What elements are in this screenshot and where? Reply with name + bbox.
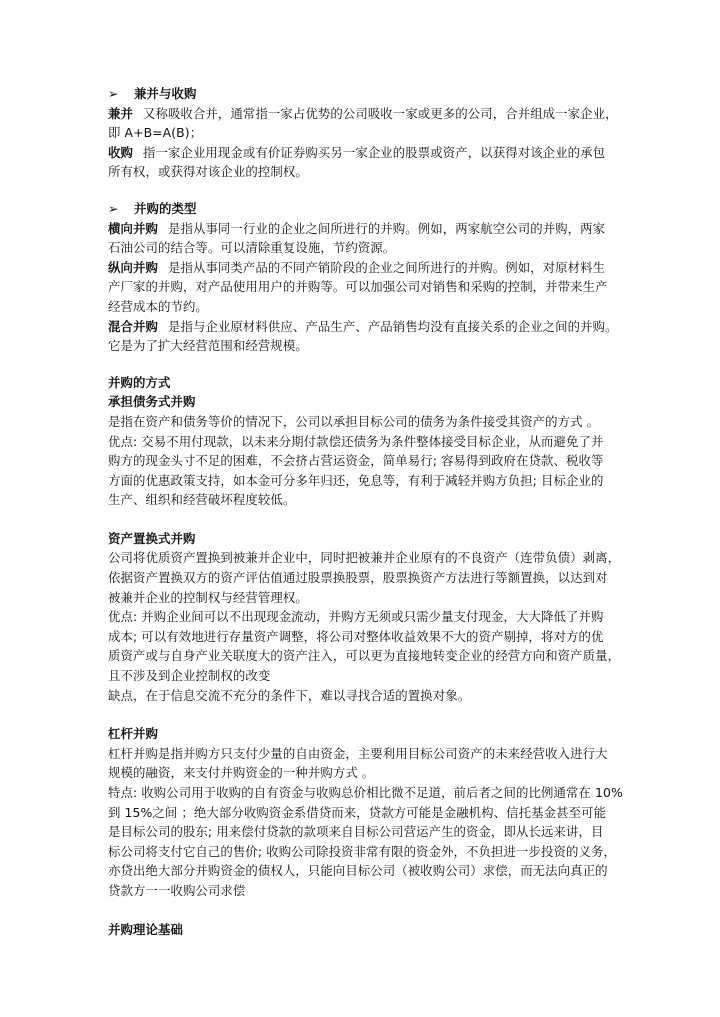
- section-heading-merger-acquisition: [108, 84, 616, 104]
- paragraph-merger: [108, 104, 616, 124]
- subheading-asset-swap: 资产置换式并购: [108, 530, 196, 546]
- mixed-definition: 是指与企业原材料供应、产品生产、产品销售均没有直接关系的企业之间的并购。: [167, 318, 618, 334]
- term-acquisition: 收购: [108, 144, 133, 160]
- heading-text: 并购的类型: [134, 200, 197, 216]
- term-mixed: 混合并购: [108, 318, 158, 334]
- subheading-leveraged-buyout: 杠杆并购: [108, 726, 158, 742]
- paragraph-horizontal: [108, 219, 616, 239]
- swap-line: 缺点，在于信息交流不充分的条件下，难以寻找合适的置换对象。: [108, 687, 471, 703]
- acquisition-definition-cont: 所有权，或获得对该企业的控制权。: [108, 164, 308, 180]
- spacer: [108, 356, 616, 373]
- leverage-line: 规模的融资，来支付并购资金的一种并购方式 。: [108, 765, 375, 781]
- paragraph-mixed: [108, 317, 616, 337]
- vertical-definition-cont: 产厂家的并购，对产品使用用户的并购等。可以加强公司对销售和采购的控制，并带来生产: [108, 279, 608, 295]
- leverage-line: 亦贷出绝大部分并购资金的债权人，只能向目标公司（被收购公司）求偿，而无法向真正的: [108, 863, 608, 879]
- swap-line: 且不涉及到企业控制权的改变: [108, 668, 271, 684]
- horizontal-definition: 是指从事同一行业的企业之间所进行的并购。例如，两家航空公司的并购，两家: [167, 220, 606, 236]
- debt-line: 优点: 交易不用付现款，以未来分期付款偿还债务为条件整体接受目标企业，从而避免了并: [108, 433, 604, 449]
- leverage-line: 特点: 收购公司用于收购的自有资金与收购总价相比微不足道，前后者之间的比例通常在 10%: [108, 785, 623, 800]
- spacer: [108, 510, 616, 529]
- debt-line: 生产、组织和经营破坏程度较低。: [108, 492, 296, 508]
- leverage-line: 是目标公司的股东; 用来偿付贷款的款项来自目标公司营运产生的资金，即从长远来讲，目: [108, 824, 604, 840]
- leverage-line: 标公司将支付它自己的售价; 收购公司除投资非常有限的资金外，不负担进一步投资的义务，: [108, 843, 616, 859]
- spacer: [108, 182, 616, 199]
- debt-line: 是指在资产和债务等价的情况下，公司以承担目标公司的债务为条件接受其资产的方式 。: [108, 413, 600, 429]
- swap-line: 公司将优质资产置换到被兼并企业中，同时把被兼并企业原有的不良资产（连带负债）剥离，: [108, 550, 621, 566]
- leverage-line: 贷款方一一收购公司求偿: [108, 882, 246, 898]
- acquisition-definition: 指一家企业用现金或有价证券购买另一家企业的股票或资产，以获得对该企业的承包: [142, 144, 606, 160]
- debt-line: 购方的现金头寸不足的困难，不会挤占营运资金，简单易行; 容易得到政府在贷款、税收等: [108, 453, 604, 469]
- vertical-definition-cont2: 经营成本的节约。: [108, 298, 208, 314]
- arrow-bullet-icon: ➢: [108, 86, 119, 101]
- term-vertical: 纵向并购: [108, 259, 158, 275]
- heading-text: 兼并与收购: [134, 86, 197, 101]
- term-horizontal: 横向并购: [108, 220, 158, 236]
- paragraph-acquisition: [108, 143, 616, 163]
- section-heading-methods: 并购的方式: [108, 374, 171, 390]
- swap-line: 被兼并企业的控制权与经营管理权。: [108, 589, 308, 605]
- swap-line: 质资产或与自身产业关联度大的资产注入，可以更为直接地转变企业的经营方向和资产质量，: [108, 648, 621, 664]
- section-heading-types: [108, 199, 616, 219]
- subheading-debt-assumption: 承担债务式并购: [108, 394, 196, 410]
- merger-definition: 又称吸收合并，通常指一家占优势的公司吸收一家或更多的公司，合并组成一家企业，: [142, 105, 618, 121]
- mixed-definition-cont: 它是为了扩大经营范围和经营规模。: [108, 338, 308, 354]
- arrow-bullet-icon: ➢: [108, 200, 119, 216]
- spacer: [108, 705, 616, 724]
- paragraph-vertical: [108, 258, 616, 278]
- spacer: [108, 901, 616, 920]
- document-page: [108, 84, 623, 939]
- swap-line: 依据资产置换双方的资产评估值通过股票换股票，股票换资产方法进行等额置换，以达到对: [108, 570, 608, 586]
- vertical-definition: 是指从事同类产品的不同产销阶段的企业之间所进行的并购。例如，对原材料生: [167, 259, 606, 275]
- horizontal-definition-cont: 石油公司的结合等。可以清除重复设施，节约资源。: [108, 240, 396, 256]
- swap-line: 优点: 并购企业间可以不出现现金流动，并购方无须或只需少量支付现金，大大降低了并购: [108, 609, 604, 625]
- debt-line: 方面的优惠政策支持，如本金可分多年归还，免息等，有利于减轻并购方负担; 目标企业的: [108, 472, 604, 488]
- term-merger: 兼并: [108, 105, 133, 121]
- leverage-line: 杠杆并购是指并购方只支付少量的自由资金，主要利用目标公司资产的未来经营收入进行大: [108, 745, 608, 761]
- section-heading-theory: 并购理论基础: [108, 921, 183, 937]
- leverage-line: 到 15%之间 ；绝大部分收购资金系借贷而来，贷款方可能是金融机构、信托基金甚至可能: [108, 804, 607, 820]
- swap-line: 成本; 可以有效地进行存量资产调整，将公司对整体收益效果不大的资产剔掉，将对方的优: [108, 628, 604, 644]
- merger-formula-line: 即 A+B=A(B)；: [108, 125, 203, 141]
